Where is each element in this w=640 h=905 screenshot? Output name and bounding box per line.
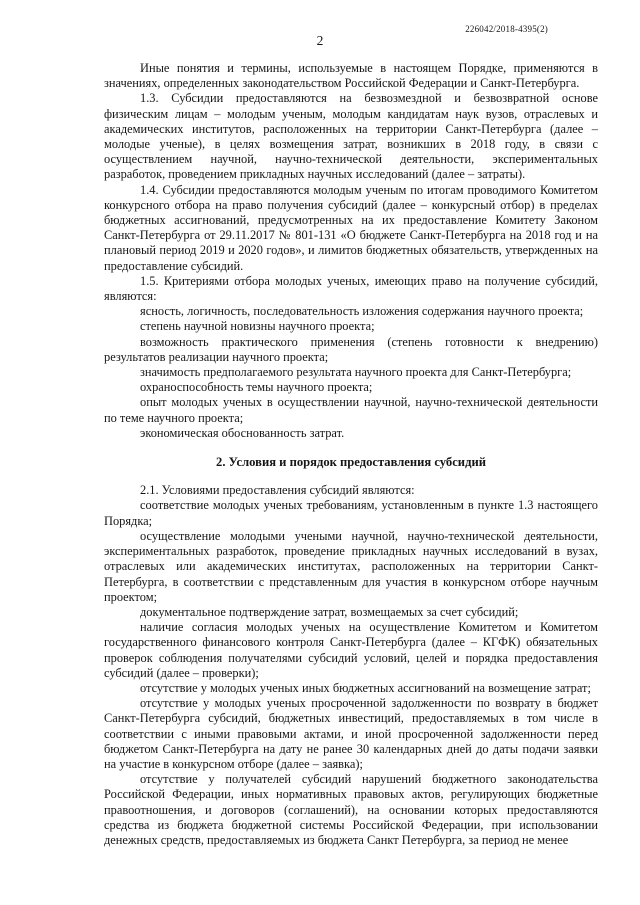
- paragraph: 2.1. Условиями предоставления субсидий являются:: [140, 483, 415, 498]
- criteria-item: возможность практического применения (степень готовности к внедрению) результатов реализации научного проекта;: [104, 334, 598, 364]
- document-body: [104, 61, 598, 848]
- criteria-item: опыт молодых ученых в осуществлении научной, научно-технической деятельности по теме научного проекта;: [104, 395, 598, 425]
- section-heading: 2. Условия и порядок предоставления субсидий: [216, 455, 486, 470]
- criteria-item: значимость предполагаемого результата научного проекта для Санкт-Петербурга;: [140, 365, 572, 380]
- condition-item: отсутствие у молодых ученых иных бюджетных ассигнований на возмещение затрат;: [140, 680, 591, 695]
- paragraph: Иные понятия и термины, используемые в настоящем Порядке, применяются в значениях, определенных законодательством Российской Федерации и Санкт-Петербурга.: [104, 61, 598, 91]
- condition-item: соответствие молодых ученых требованиям, установленным в пункте 1.3 настоящего Порядка;: [104, 498, 598, 528]
- condition-item: отсутствие у получателей субсидий нарушений бюджетного законодательства Российской Федерации, иных нормативных правовых актов, регулирующих бюджетные правоотношения, и договоров (соглашений), на основании которых предоставляются средства из бюджета бюджетной системы Российской Федерации, при использовании денежных средств, предоставляемых из бюджета Санкт Петербурга, за период не менее: [104, 772, 598, 847]
- condition-item: документальное подтверждение затрат, возмещаемых за счет субсидий;: [140, 604, 519, 619]
- criteria-item: охраноспособность темы научного проекта;: [140, 380, 373, 395]
- condition-item: наличие согласия молодых ученых на осуществление Комитетом и Комитетом государственного финансового контроля Санкт-Петербурга (далее – КГФК) обязательных проверок соблюдения получателями субсидий условий, целей и порядка предоставления субсидий (далее – проверки);: [104, 620, 598, 680]
- condition-item: отсутствие у молодых ученых просроченной задолженности по возврату в бюджет Санкт-Петербурга субсидий, бюджетных инвестиций, предоставляемых в том числе в соответствии с иными правовыми актами, и иной просроченной задолженности перед бюджетом Санкт-Петербурга на дату не ранее 30 календарных дней до даты подачи заявки на участие в конкурсном отборе (далее – заявка);: [104, 696, 598, 771]
- page-number: 2: [316, 33, 324, 48]
- criteria-item: степень научной новизны научного проекта;: [140, 319, 375, 334]
- criteria-item: экономическая обоснованность затрат.: [140, 425, 345, 440]
- criteria-item: ясность, логичность, последовательность изложения содержания научного проекта;: [140, 304, 584, 319]
- paragraph: 1.4. Субсидии предоставляются молодым ученым по итогам проводимого Комитетом конкурсного отбора на право получения субсидий (далее – конкурсный отбор) в пределах бюджетных ассигнований, предусмотренных на их предоставление Комитету Законом Санкт-Петербурга от 29.11.2017 № 801-131 «О бюджете Санкт-Петербурга на 2018 год и на плановый период 2019 и 2020 годов», и лимитов бюджетных обязательств, утвержденных на предоставление субсидий.: [104, 182, 598, 273]
- paragraph: 1.3. Субсидии предоставляются на безвозмездной и безвозвратной основе физическим лицам – молодым ученым, молодым кандидатам наук вузов, отраслевых и академических институтов, расположенных на территории Санкт-Петербурга (далее – молодые ученые), в целях возмещения затрат, возникших в 2018 году, в связи с осуществлением научной, научно-технической деятельности, экспериментальных разработок, проведением прикладных научных исследований (далее – затраты).: [104, 91, 598, 182]
- document-id: 226042/2018-4395(2): [465, 24, 548, 34]
- condition-item: осуществление молодыми учеными научной, научно-технической деятельности, экспериментальных разработок, проведение прикладных научных исследований в вузах, отраслевых или академических институтах, расположенных на территории Санкт-Петербурга, в соответствии с представленным для участия в конкурсном отборе научным проектом;: [104, 528, 598, 604]
- paragraph: 1.5. Критериями отбора молодых ученых, имеющих право на получение субсидий, являются:: [104, 273, 598, 304]
